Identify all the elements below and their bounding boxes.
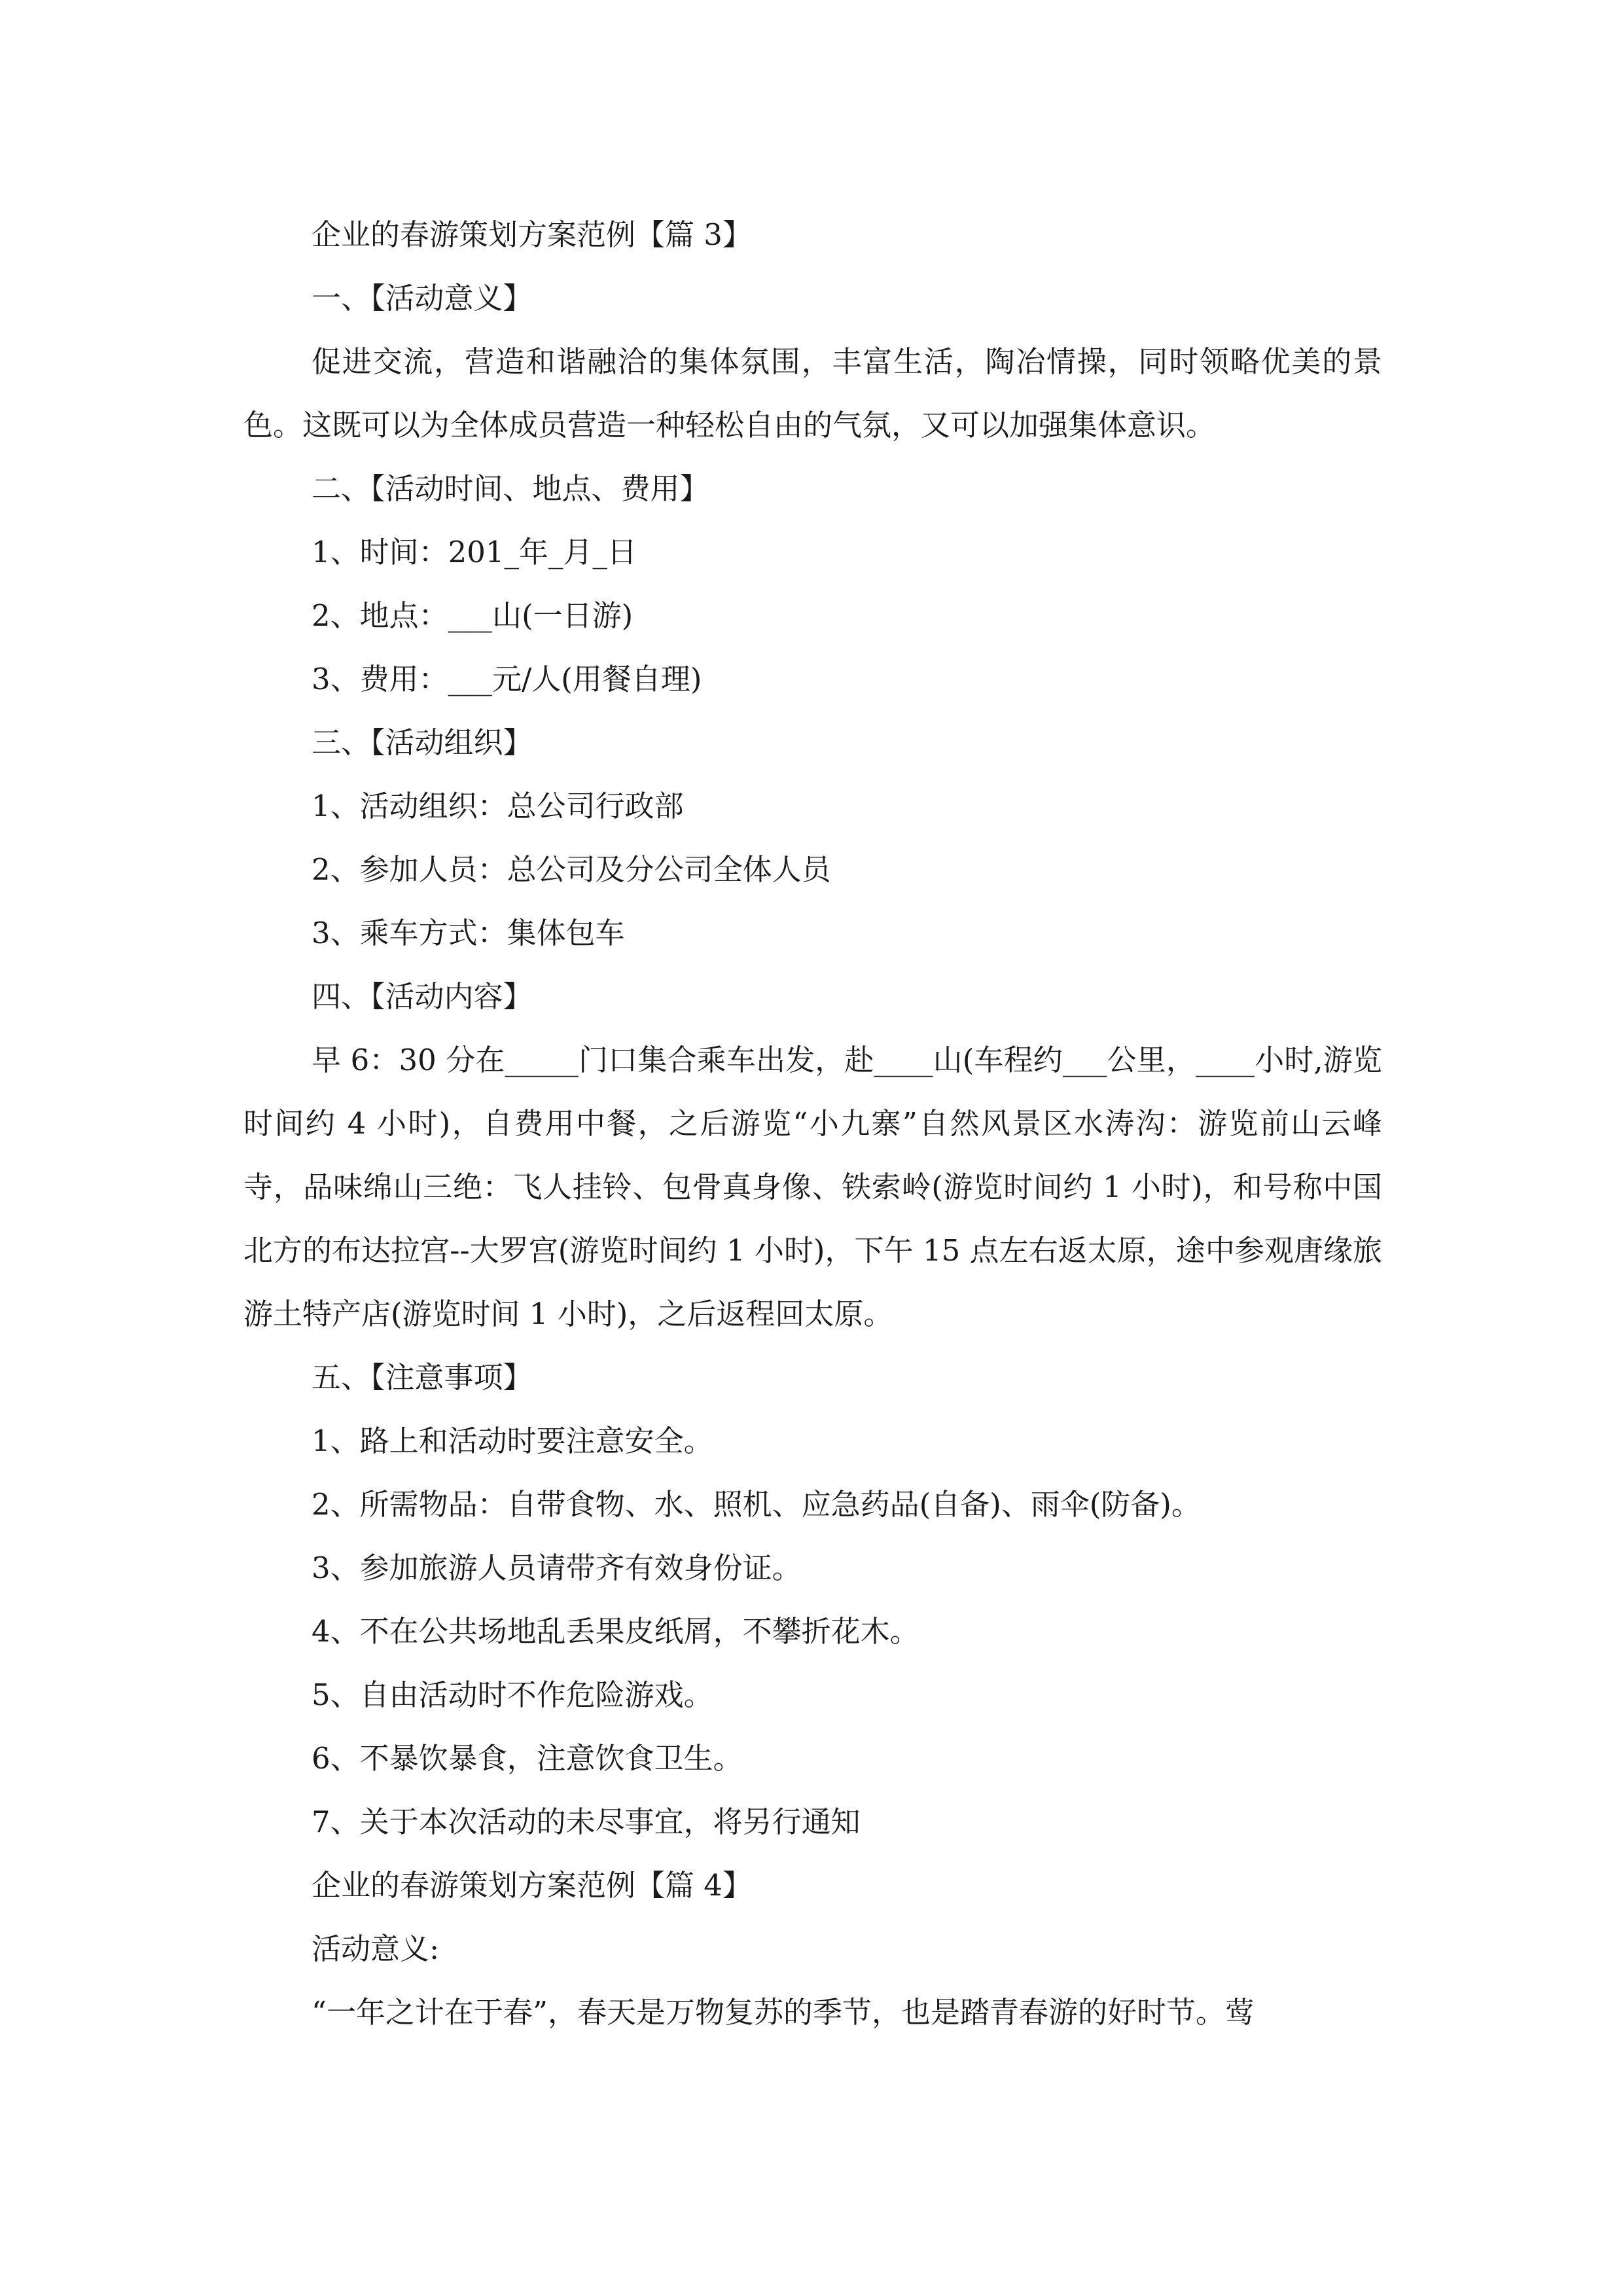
document-body — [243, 203, 1382, 2044]
list-item-note-6: 6、不暴饮暴食，注意饮食卫生。 — [312, 1741, 743, 1776]
list-item-note-2: 2、所需物品：自带食物、水、照机、应急药品(自备)、雨伞(防备)。 — [312, 1487, 1201, 1522]
section-heading-notes: 五、【注意事项】 — [312, 1360, 533, 1395]
paragraph-meaning: 促进交流，营造和谐融洽的集体氛围，丰富生活，陶冶情操，同时领略优美的景色。这既可以为全体成员营造一种轻松自由的气氛，又可以加强集体意识。 — [243, 344, 1382, 442]
article-title-4: 企业的春游策划方案范例【篇 4】 — [312, 1868, 752, 1903]
list-item-transport: 3、乘车方式：集体包车 — [312, 916, 625, 950]
section-heading-organization: 三、【活动组织】 — [312, 725, 533, 760]
section-heading-meaning: 一、【活动意义】 — [312, 281, 533, 315]
section-heading-content: 四、【活动内容】 — [312, 979, 533, 1014]
list-item-note-5: 5、自由活动时不作危险游戏。 — [312, 1677, 713, 1712]
list-item-note-4: 4、不在公共场地乱丢果皮纸屑，不攀折花木。 — [312, 1614, 919, 1649]
meaning-label: 活动意义: — [312, 1931, 440, 1966]
list-item-note-1: 1、路上和活动时要注意安全。 — [312, 1424, 713, 1458]
list-item-note-7: 7、关于本次活动的未尽事宜，将另行通知 — [312, 1804, 861, 1839]
list-item-place: 2、地点：___山(一日游) — [312, 598, 633, 633]
list-item-time: 1、时间：201_年_月_日 — [312, 535, 637, 569]
list-item-note-3: 3、参加旅游人员请带齐有效身份证。 — [312, 1551, 802, 1585]
paragraph-itinerary: 早 6：30 分在_____门口集合乘车出发，赴____山(车程约___公里，____小时,游览时间约 4 小时)，自费用中餐，之后游览“小九寨”自然风景区水涛沟：游览前山云峰寺，品味绵山三绝：飞人挂铃、包骨真身像、铁索岭(游览时间约 1 小时)，和号称中国北方的布达拉宫--大罗宫(游览时间约 1 小时)，下午 15 点左右返太原，途中参观唐缘旅游土特产店(游览时间 1 小时)，之后返程回太原。 — [243, 1043, 1382, 1331]
section-heading-time-place-cost: 二、【活动时间、地点、费用】 — [312, 471, 709, 506]
list-item-organizer: 1、活动组织：总公司行政部 — [312, 789, 684, 823]
list-item-participants: 2、参加人员：总公司及分公司全体人员 — [312, 852, 831, 887]
list-item-cost: 3、费用：___元/人(用餐自理) — [312, 662, 702, 696]
paragraph-spring-intro: “一年之计在于春”，春天是万物复苏的季节，也是踏青春游的好时节。莺 — [312, 1995, 1255, 2030]
article-title-3: 企业的春游策划方案范例【篇 3】 — [312, 217, 752, 252]
